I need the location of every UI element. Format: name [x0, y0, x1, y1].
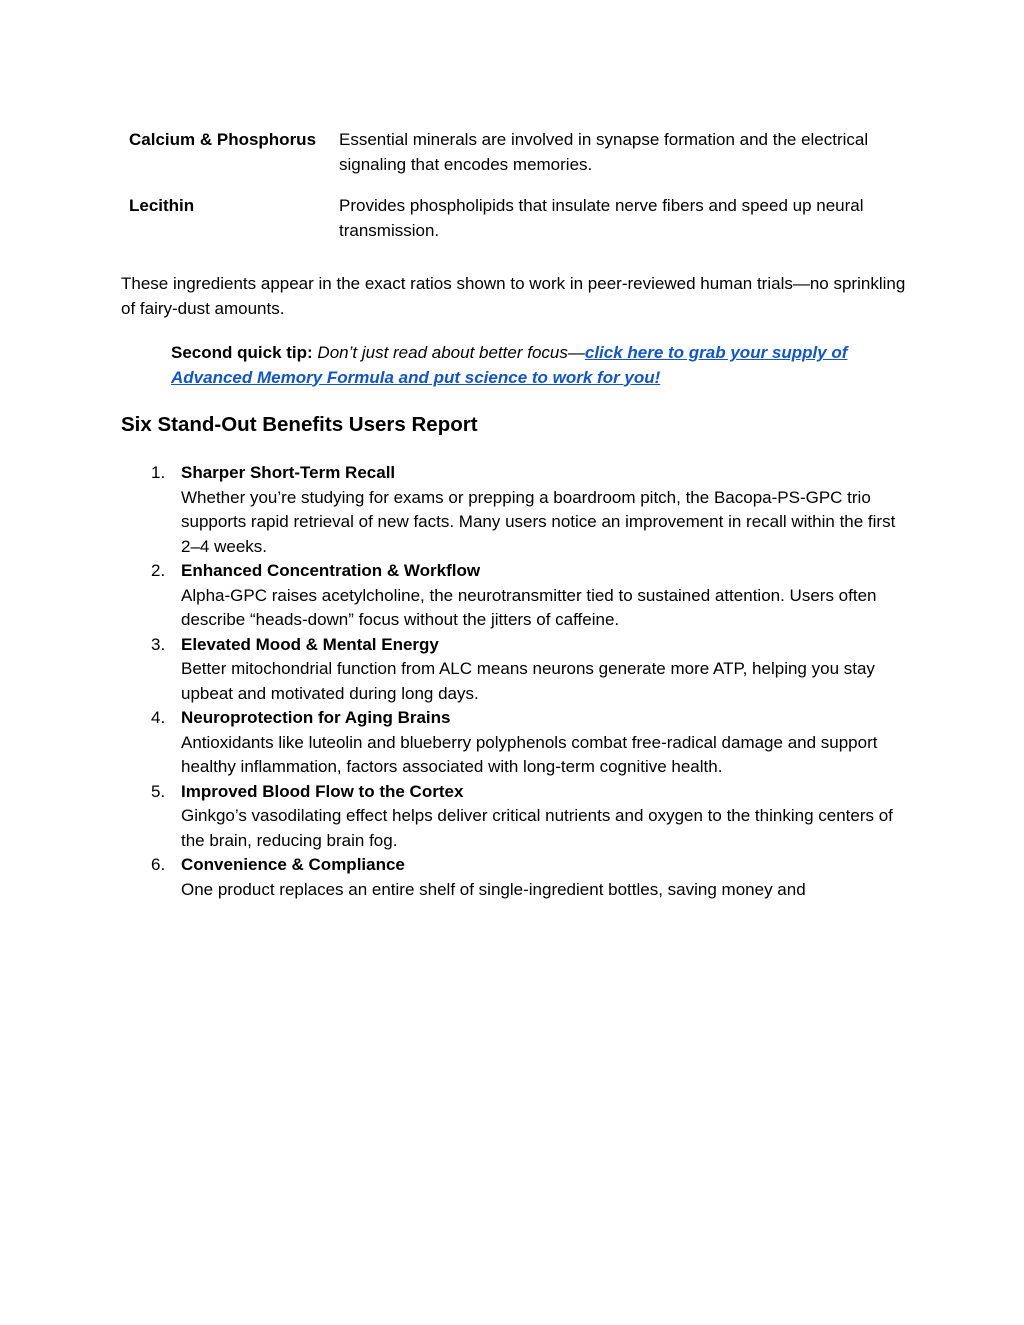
list-item-body: [181, 633, 906, 707]
benefits-list: [121, 461, 911, 902]
list-item: [121, 633, 911, 707]
list-number: [121, 706, 181, 780]
ratios-paragraph: These ingredients appear in the exact ratios shown to work in peer-reviewed human trials—no sprinkling of fairy-dust amounts.: [121, 274, 906, 318]
benefit-title: Elevated Mood & Mental Energy: [181, 634, 439, 654]
list-number: [121, 461, 181, 559]
ingredient-name: Calcium & Phosphorus: [129, 130, 317, 149]
benefit-text: Better mitochondrial function from ALC means neurons generate more ATP, helping you stay upbeat and motivated during long days.: [181, 659, 875, 703]
ingredient-description: Provides phospholipids that insulate nerve fibers and speed up neural transmission.: [339, 196, 864, 240]
list-item-body: [181, 780, 906, 854]
ingredient-table: [129, 128, 899, 260]
benefits-heading: Six Stand-Out Benefits Users Report: [121, 413, 478, 436]
benefit-title: Sharper Short-Term Recall: [181, 463, 396, 482]
benefit-text: Alpha-GPC raises acetylcholine, the neurotransmitter tied to sustained attention. Users often describe “heads-down” focus without the jitters of caffeine.: [181, 585, 877, 629]
list-item-body: [181, 559, 906, 633]
list-number: [121, 559, 181, 633]
order-link[interactable]: click here to grab your supply of Advanced Memory Formula and put science to work for you!: [171, 343, 848, 387]
benefit-title: Improved Blood Flow to the Cortex: [181, 781, 464, 801]
list-number: [121, 780, 181, 854]
benefit-text: Whether you’re studying for exams or prepping a boardroom pitch, the Bacopa-PS-GPC trio supports rapid retrieval of new facts. Many users notice an improvement in recall within the first 2–4 weeks.: [181, 487, 896, 556]
ingredient-row: [129, 128, 899, 177]
list-item: [121, 559, 911, 633]
list-item: [121, 461, 911, 559]
benefit-title: Convenience & Compliance: [181, 855, 405, 874]
quick-tip: [171, 341, 851, 390]
list-number-text: 3.: [151, 634, 166, 654]
benefit-text: Ginkgo’s vasodilating effect helps deliver critical nutrients and oxygen to the thinking centers of the brain, reducing brain fog.: [181, 806, 893, 850]
list-number-text: 5.: [151, 781, 166, 801]
benefit-text: Antioxidants like luteolin and blueberry polyphenols combat free-radical damage and support healthy inflammation, factors associated with long-term cognitive health.: [181, 732, 878, 776]
list-number-text: 4.: [151, 708, 166, 727]
list-item-body: [181, 461, 906, 559]
list-number-text: 6.: [151, 855, 166, 874]
list-number: [121, 853, 181, 902]
list-item-body: [181, 706, 906, 780]
list-item: [121, 780, 911, 854]
list-number-text: 1.: [151, 463, 166, 482]
list-number-text: 2.: [151, 561, 166, 580]
benefit-title: Neuroprotection for Aging Brains: [181, 708, 451, 727]
ingredient-name: Lecithin: [129, 196, 195, 215]
ingredient-description: Essential minerals are involved in synapse formation and the electrical signaling that encodes memories.: [339, 130, 869, 174]
list-item: [121, 706, 911, 780]
tip-label: Second quick tip:: [171, 343, 313, 362]
list-item: [121, 853, 911, 902]
tip-italic-text: Don’t just read about better focus—: [317, 343, 585, 362]
ingredient-row: [129, 194, 899, 243]
list-number: [121, 633, 181, 707]
benefit-title: Enhanced Concentration & Workflow: [181, 561, 481, 580]
list-item-body: [181, 853, 906, 902]
benefit-text: One product replaces an entire shelf of single-ingredient bottles, saving money and: [181, 879, 806, 899]
